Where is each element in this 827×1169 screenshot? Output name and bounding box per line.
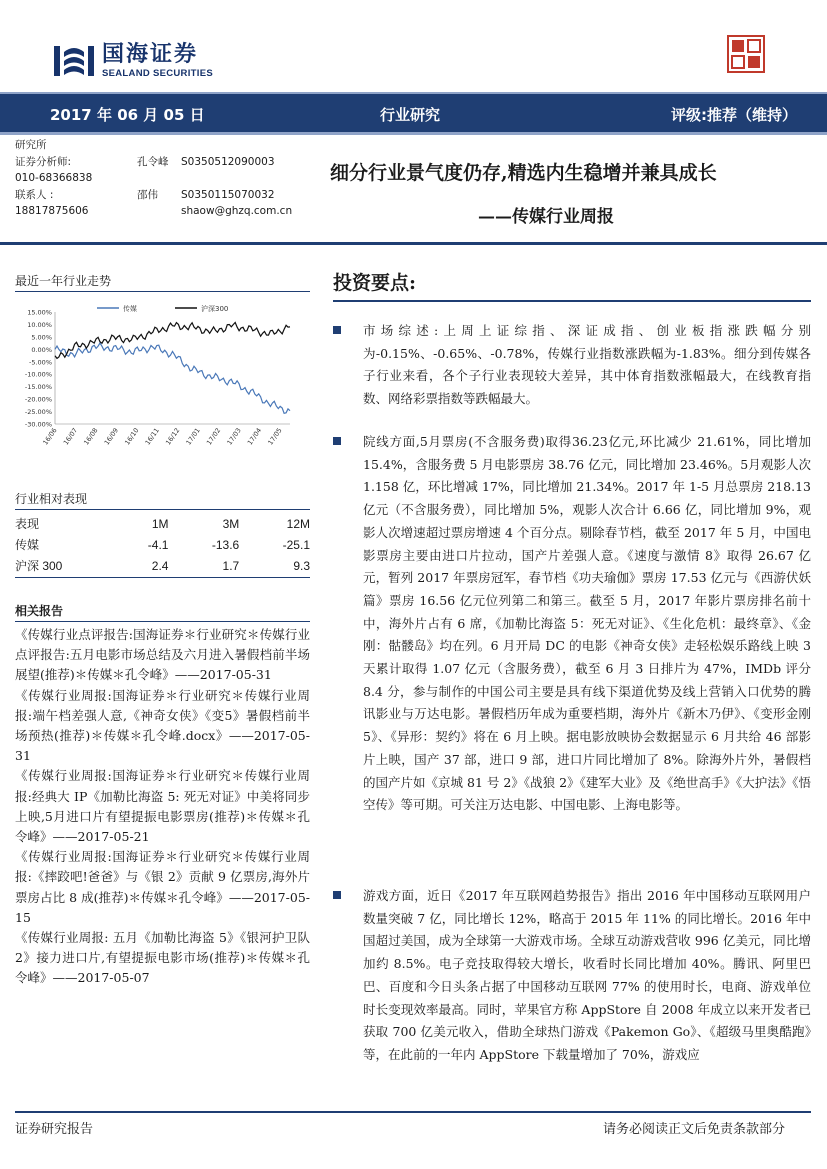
x-tick-label: 16/11 (143, 426, 161, 447)
table-header: 表现 (15, 517, 40, 531)
legend-label: 沪深300 (201, 305, 229, 313)
x-tick-label: 17/03 (225, 426, 243, 447)
x-tick-label: 16/06 (41, 426, 59, 447)
x-tick-label: 16/12 (164, 426, 182, 447)
contact-code: S0350115070032 (181, 188, 275, 201)
trend-divider (15, 291, 310, 292)
y-tick-label: -25.00% (24, 408, 52, 417)
related-report-item[interactable]: 《传媒行业周报:国海证券＊行业研究＊传媒行业周报:经典大 IP《加勒比海盗 5: 死无对证》中美将同步上映,5月进口片有望提振电影票房(推荐)＊传媒＊孔令峰》——2017-05-21 (15, 768, 310, 845)
table-cell: 1.7 (222, 558, 240, 573)
table-row (15, 555, 310, 576)
y-tick-label: 5.00% (31, 333, 52, 342)
footer-divider (15, 1111, 811, 1113)
table-cell: 9.3 (293, 558, 310, 573)
series-line-media (55, 343, 290, 413)
bullet-market-summary (333, 320, 811, 411)
bullet-square-icon (333, 326, 341, 334)
logo-chinese-name: 国海证券 (102, 42, 199, 67)
report-title: 细分行业景气度仍存,精选内生稳增并兼具成长 (330, 162, 717, 184)
related-report-item[interactable]: 《传媒行业周报:国海证券＊行业研究＊传媒行业周报:《摔跤吧!爸爸》与《银 2》贡献 9 亿票房,海外片票房占比 8 成(推荐)＊传媒＊孔令峰》——2017-05-15 (15, 849, 310, 925)
analyst-info (15, 137, 292, 220)
table-cell: -4.1 (147, 537, 169, 552)
y-tick-label: -10.00% (24, 370, 52, 379)
logo-emblem-icon (52, 42, 96, 80)
bullet-square-icon (333, 891, 341, 899)
analyst-row (15, 187, 292, 204)
table-header: 1M (151, 516, 169, 531)
series-line-csi300 (55, 323, 290, 359)
trend-chart (15, 300, 310, 450)
y-tick-label: 15.00% (27, 308, 52, 317)
bullet-cinema (333, 431, 811, 817)
investment-divider (333, 300, 811, 302)
investment-title: 投资要点: (333, 272, 417, 294)
table-cell: -25.1 (282, 537, 310, 552)
footer-disclaimer: 请务必阅读正文后免责条款部分 (602, 1122, 785, 1137)
analyst-row (15, 170, 292, 187)
related-title: 相关报告 (15, 604, 64, 618)
table-cell: 沪深 300 (15, 559, 63, 573)
analyst-phone: 010-68366838 (15, 172, 93, 184)
legend-label: 传媒 (123, 305, 137, 313)
y-tick-label: 0.00% (31, 345, 52, 354)
report-date: 2017 年 06 月 05 日 (50, 106, 205, 124)
table-cell: 2.4 (151, 558, 169, 573)
y-tick-label: -20.00% (24, 395, 52, 404)
trend-title: 最近一年行业走势 (15, 274, 112, 288)
x-tick-label: 16/10 (123, 426, 141, 447)
perf-bottom-divider (15, 577, 310, 578)
x-tick-label: 16/09 (102, 426, 121, 447)
perf-divider (15, 509, 310, 510)
table-row (15, 534, 310, 555)
analyst-row (15, 203, 292, 220)
contact-phone: 18817875606 (15, 205, 89, 217)
contact-name: 邵伟 (137, 188, 158, 201)
trend-section-title (15, 272, 310, 289)
report-rating: 评级:推荐（维持） (671, 106, 797, 124)
bullet-text: 游戏方面，近日《2017 年互联网趋势报告》指出 2016 年中国移动互联网用户数量突破 7 亿，同比增长 12%，略高于 2015 年 11% 的同比增长。2016 年中国超过美国，成为全球第一大游戏市场。全球互动游戏营收 996 亿美元，同比增加约 8.5%。电子竞技取得较大增长，收看时长同比增加 40%。腾讯、阿里巴巴、百度和今日头条占据了中国移动互联网 77% 的使用时长，电商、游戏单位时长变现效率最高。同时，苹果官方称 AppStore 自 2008 年成立以来开发者已获取 700 亿美元收入，借助全球热门游戏《Pakemon Go》、《超级马里奥酷跑》等，在此前的一年内 AppStore 下载量增加了 70%，游戏应 (363, 888, 811, 1062)
related-divider (15, 621, 310, 622)
y-tick-label: 10.00% (27, 320, 52, 329)
logo-english-name: SEALAND SECURITIES (102, 68, 213, 79)
perf-section (15, 490, 310, 507)
contact-email[interactable]: shaow@ghzq.com.cn (181, 205, 293, 217)
y-tick-label: -5.00% (29, 358, 52, 367)
report-type: 行业研究 (380, 106, 441, 124)
x-tick-label: 17/02 (204, 426, 223, 447)
y-tick-label: -15.00% (24, 383, 52, 392)
table-header: 3M (222, 516, 240, 531)
footer-left-text: 证券研究报告 (15, 1122, 94, 1137)
perf-table (15, 513, 310, 576)
header-divider (0, 242, 827, 245)
related-reports-list (15, 625, 310, 989)
related-report-item[interactable]: 《传媒行业周报: 五月《加勒比海盗 5》《银河护卫队 2》接力进口片,有望提振电影市场(推荐)＊传媒＊孔令峰》——2017-05-07 (15, 930, 310, 986)
analyst-row (15, 154, 292, 171)
analyst-code: S0350512090003 (181, 155, 275, 168)
table-cell: -13.6 (211, 537, 240, 552)
perf-title: 行业相对表现 (15, 492, 88, 506)
y-tick-label: -30.00% (24, 420, 52, 429)
dept-label: 研究所 (15, 139, 47, 151)
analyst-label: 证券分析师: (15, 155, 72, 168)
header-band (0, 92, 827, 135)
table-cell: 传媒 (15, 538, 40, 552)
related-report-item[interactable]: 《传媒行业周报:国海证券＊行业研究＊传媒行业周报:端午档差强人意,《神奇女侠》《变5》暑假档前半场预热(推荐)＊传媒＊孔令峰.docx》——2017-05-31 (15, 687, 310, 764)
bullet-text: 院线方面,5月票房(不含服务费)取得36.23亿元,环比减少 21.61%，同比增加 15.4%，含服务费 5 月电影票房 38.76 亿元，同比增加 23.46%。5月观影人次 1.158 亿，环比增减 17%，同比增加 21.34%。2017 年 1-5 月总票房 218.13 亿元（不含服务费），同比增加 5%，观影人次合计 6.66 亿，同比增加 9%，观影人次增速超过票房增速 4 个百分点。剔除春节档，截至 2017 年 5 月，中国电影票房主要由进口片拉动，国产片差强人意。《速度与激情 8》取得 26.67 亿元，暂列 2017 年票房冠军，春节档《功夫瑜伽》票房 17.53 亿元与《西游伏妖篇》票房 16.56 亿元位列第二和第三。截至 5 月，2017 年影片票房排名前十中，海外片占有 6 席，《加勒比海盗 5：死无对证》、《生化危机：最终章》、《金刚：骷髅岛》均在列。6 月开局 DC 的电影《神奇女侠》走轻松娱乐路线上映 3 天累计取得 1.07 亿元（含服务费），截至 6 月 3 日排片为 47%，IMDb 评分 8.4 分，参与制作的中国公司主要是具有线下渠道优势及线上营销入口优势的腾讯影业与万达电影。暑假档历年成为重要档期，海外片《新木乃伊》、《变形金刚 5》、《异形：契约》将在 6 月上映。据电影放映协会数据显示 6 月共给 46 部影片上映，国产 37 部，进口 9 部，进口片同比增加了 8%。除海外片外，暑假档的国产片如《京城 81 号 2》《战狼 2》《建军大业》及《绝世高手》《大护法》《悟空传》等可期。可关注万达电影、中国电影、上海电影等。 (363, 434, 811, 813)
x-tick-label: 16/07 (61, 426, 80, 447)
related-section (15, 602, 310, 619)
bullet-square-icon (333, 437, 341, 445)
x-tick-label: 17/05 (266, 426, 284, 447)
x-tick-label: 17/04 (245, 426, 264, 447)
table-header: 12M (286, 516, 310, 531)
analyst-name: 孔令峰 (137, 155, 169, 168)
research-seal-icon (726, 34, 766, 74)
x-tick-label: 16/08 (82, 426, 100, 447)
report-subtitle: ——传媒行业周报 (478, 207, 614, 227)
bullet-gaming (333, 885, 811, 1067)
contact-label: 联系人 : (15, 188, 54, 201)
bullet-text: 市场综述:上周上证综指、深证成指、创业板指涨跌幅分别为-0.15%、-0.65%、-0.78%，传媒行业指数涨跌幅为-1.83%。细分到传媒各子行业来看，各个子行业表现较大差异，其中体育指数涨幅最大，在线教育指数、网络彩票指数等跌幅最大。 (363, 323, 811, 407)
company-logo (52, 42, 213, 80)
related-report-item[interactable]: 《传媒行业点评报告:国海证券＊行业研究＊传媒行业点评报告:五月电影市场总结及六月进入暑假档前半场展望(推荐)＊传媒＊孔令峰》——2017-05-31 (15, 627, 310, 683)
table-header-row (15, 513, 310, 534)
x-tick-label: 17/01 (184, 426, 202, 447)
